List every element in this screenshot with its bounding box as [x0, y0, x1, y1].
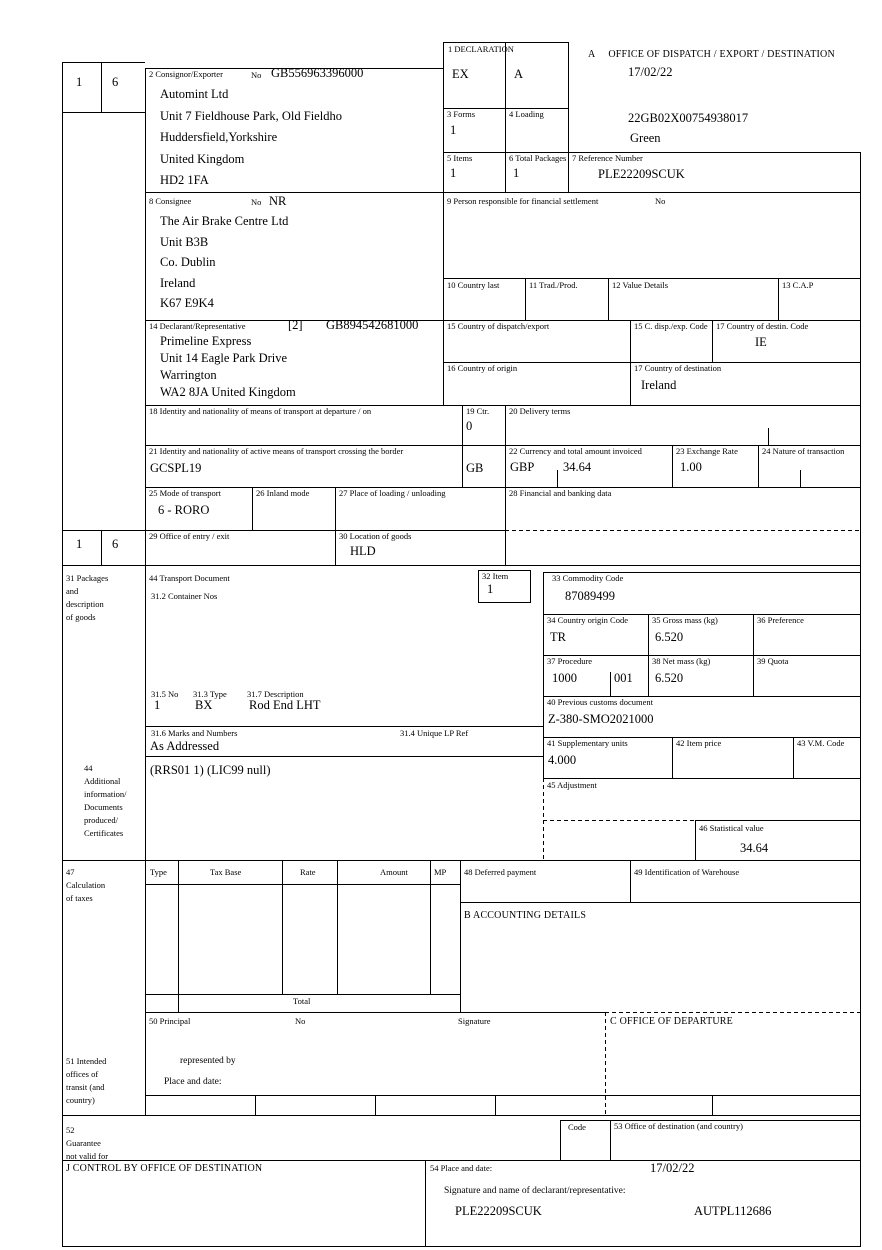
- box33-label: 33 Commodity Code: [552, 573, 624, 583]
- box14-code-value: [2]: [288, 318, 303, 332]
- box2-no-label: No: [251, 70, 262, 80]
- box14-label: 14 Declarant/Representative: [149, 321, 246, 331]
- box8-address: The Air Brake Centre Ltd Unit B3B Co. Dublin Ireland K67 E9K4: [160, 214, 289, 310]
- box34-label: 34 Country origin Code: [547, 615, 628, 625]
- box50-place-date-label: Place and date:: [164, 1077, 222, 1087]
- box31-6-label: 31.6 Marks and Numbers: [151, 728, 238, 738]
- box19-label: 19 Ctr.: [466, 406, 490, 416]
- copy-number-1-top: 1: [76, 75, 83, 89]
- tax-header-type: Type: [150, 867, 167, 877]
- box29-label: 29 Office of entry / exit: [149, 531, 230, 541]
- box2-eori-value: GB556963396000: [271, 66, 364, 80]
- box33-value: 87089499: [565, 589, 615, 603]
- box32-value: 1: [487, 582, 494, 596]
- box7-value: PLE22209SCUK: [598, 167, 685, 181]
- box24-label: 24 Nature of transaction: [762, 446, 845, 456]
- tax-header-rate: Rate: [300, 867, 316, 877]
- box46-label: 46 Statistical value: [699, 823, 764, 833]
- box16-label: 16 Country of origin: [447, 363, 518, 373]
- box48-label: 48 Deferred payment: [464, 867, 537, 877]
- box51-label: 51 Intended offices of transit (and country): [66, 1056, 107, 1105]
- tax-header-mp: MP: [434, 867, 447, 877]
- section-j-header: J CONTROL BY OFFICE OF DESTINATION: [66, 1163, 263, 1174]
- box22-amount-value: 34.64: [563, 460, 592, 474]
- box50-no-label: No: [295, 1016, 306, 1026]
- box7-label: 7 Reference Number: [572, 153, 643, 163]
- box2-address: Automint Ltd Unit 7 Fieldhouse Park, Old Fieldho Huddersfield,Yorkshire United Kingdom HD2 1FA: [160, 87, 342, 187]
- box4-label: 4 Loading: [509, 109, 544, 119]
- box41-value: 4.000: [548, 753, 577, 767]
- box2-label: 2 Consignor/Exporter: [149, 69, 223, 79]
- box45-label: 45 Adjustment: [547, 780, 597, 790]
- declaration-subtype-value: A: [514, 67, 524, 81]
- routing-value: Green: [630, 131, 661, 145]
- box54-name-value: AUTPL112686: [694, 1204, 772, 1218]
- box14-address: Primeline Express Unit 14 Eagle Park Drive Warrington WA2 8JA United Kingdom: [160, 334, 296, 399]
- dispatch-date-value: 17/02/22: [628, 65, 673, 79]
- box36-label: 36 Preference: [757, 615, 804, 625]
- box8-no-value: NR: [269, 194, 287, 208]
- box25-label: 25 Mode of transport: [149, 488, 222, 498]
- box31-4-label: 31.4 Unique LP Ref: [400, 728, 469, 738]
- box54-label: 54 Place and date:: [430, 1163, 493, 1173]
- tax-header-amount: Amount: [380, 867, 408, 877]
- office-of-dispatch-header: A OFFICE OF DISPATCH / EXPORT / DESTINATION: [588, 49, 835, 60]
- box53-label: 53 Office of destination (and country): [614, 1121, 743, 1131]
- box31-7-label: 31.7 Description: [247, 689, 304, 699]
- box42-label: 42 Item price: [676, 738, 722, 748]
- copy-number-6-top: 6: [112, 75, 119, 89]
- box46-value: 34.64: [740, 841, 769, 855]
- box31-5-value: 1: [154, 698, 161, 712]
- box38-value: 6.520: [655, 671, 684, 685]
- box6-value: 1: [513, 166, 520, 180]
- declaration-type-value: EX: [452, 67, 469, 81]
- box44-label: 44 Additional information/ Documents produced/ Certificates: [84, 763, 127, 838]
- box44-value: (RRS01 1) (LIC99 null): [150, 763, 271, 777]
- box52-code-label: Code: [568, 1122, 586, 1132]
- box34-value: TR: [550, 630, 566, 644]
- box50-label: 50 Principal: [149, 1016, 191, 1026]
- box35-label: 35 Gross mass (kg): [652, 615, 718, 625]
- box19-value: 0: [466, 419, 473, 433]
- mrn-value: 22GB02X00754938017: [628, 111, 749, 125]
- box9-label: 9 Person responsible for financial settlement: [447, 196, 599, 206]
- box54-date-value: 17/02/22: [650, 1161, 695, 1175]
- box17-label: 17 Country of destination: [634, 363, 722, 373]
- box15-label: 15 Country of dispatch/export: [447, 321, 550, 331]
- box8-label: 8 Consignee: [149, 196, 192, 206]
- declaration-label: 1 DECLARATION: [448, 44, 514, 54]
- box39-label: 39 Quota: [757, 656, 789, 666]
- box8-no-label: No: [251, 197, 262, 207]
- copy-number-1-bottom: 1: [76, 537, 83, 551]
- box49-label: 49 Identification of Warehouse: [634, 867, 740, 877]
- box5-label: 5 Items: [447, 153, 473, 163]
- box54-signature-label: Signature and name of declarant/representative:: [444, 1186, 626, 1196]
- section-c-header: C OFFICE OF DEPARTURE: [610, 1016, 733, 1027]
- box21-nationality-value: GB: [466, 461, 484, 475]
- box31-3-label: 31.3 Type: [193, 689, 227, 699]
- box3-label: 3 Forms: [447, 109, 476, 119]
- box18-label: 18 Identity and nationality of means of transport at departure / on: [149, 406, 372, 416]
- box31-6-value: As Addressed: [150, 739, 220, 753]
- box31-7-value: Rod End LHT: [249, 698, 321, 712]
- box27-label: 27 Place of loading / unloading: [339, 488, 446, 498]
- copy-number-6-bottom: 6: [112, 537, 119, 551]
- box41-label: 41 Supplementary units: [547, 738, 628, 748]
- box52-label: 52 Guarantee not valid for: [66, 1125, 109, 1161]
- box28-label: 28 Financial and banking data: [509, 488, 612, 498]
- box17a-value: IE: [755, 335, 767, 349]
- box23-label: 23 Exchange Rate: [676, 446, 738, 456]
- box37-label: 37 Procedure: [547, 656, 593, 666]
- box15c-label: 15 C. disp./exp. Code: [634, 321, 708, 331]
- box14-eori-value: GB894542681000: [326, 318, 419, 332]
- box40-value: Z-380-SMO2021000: [548, 712, 654, 726]
- box32-label: 32 Item: [482, 571, 509, 581]
- box30-label: 30 Location of goods: [339, 531, 412, 541]
- box43-label: 43 V.M. Code: [797, 738, 845, 748]
- box17-value: Ireland: [641, 378, 677, 392]
- box25-value: 6 - RORO: [158, 503, 210, 517]
- box5-value: 1: [450, 166, 457, 180]
- box54-reference-value: PLE22209SCUK: [455, 1204, 542, 1218]
- box31-2-label: 31.2 Container Nos: [151, 591, 218, 601]
- tax-header-taxbase: Tax Base: [210, 867, 242, 877]
- box35-value: 6.520: [655, 630, 684, 644]
- box31-5-label: 31.5 No: [151, 689, 179, 699]
- box20-label: 20 Delivery terms: [509, 406, 571, 416]
- box6-label: 6 Total Packages: [509, 153, 567, 163]
- box22-label: 22 Currency and total amount invoiced: [509, 446, 642, 456]
- box13-label: 13 C.A.P: [782, 280, 814, 290]
- box21-value: GCSPL19: [150, 461, 202, 475]
- box50-represented-by: represented by: [180, 1056, 236, 1066]
- box3-value: 1: [450, 123, 457, 137]
- box50-signature-label: Signature: [458, 1016, 491, 1026]
- tax-total-label: Total: [293, 996, 311, 1006]
- box12-label: 12 Value Details: [612, 280, 669, 290]
- box22-currency-value: GBP: [510, 460, 535, 474]
- box40-label: 40 Previous customs document: [547, 697, 654, 707]
- box21-label: 21 Identity and nationality of active means of transport crossing the border: [149, 446, 404, 456]
- section-b-header: B ACCOUNTING DETAILS: [464, 910, 587, 921]
- box10-label: 10 Country last: [447, 280, 500, 290]
- box17a-label: 17 Country of destin. Code: [716, 321, 809, 331]
- box44-transport-label: 44 Transport Document: [149, 573, 230, 583]
- box9-no-label: No: [655, 196, 666, 206]
- box30-value: HLD: [350, 544, 376, 558]
- box37-value2: 001: [614, 671, 633, 685]
- box26-label: 26 Inland mode: [256, 488, 310, 498]
- box31-3-value: BX: [195, 698, 213, 712]
- box47-label: 47 Calculation of taxes: [66, 867, 106, 903]
- box37-value1: 1000: [552, 671, 577, 685]
- box31-label: 31 Packages and description of goods: [66, 573, 109, 622]
- box38-label: 38 Net mass (kg): [652, 656, 711, 666]
- box11-label: 11 Trad./Prod.: [529, 280, 578, 290]
- box23-value: 1.00: [680, 460, 702, 474]
